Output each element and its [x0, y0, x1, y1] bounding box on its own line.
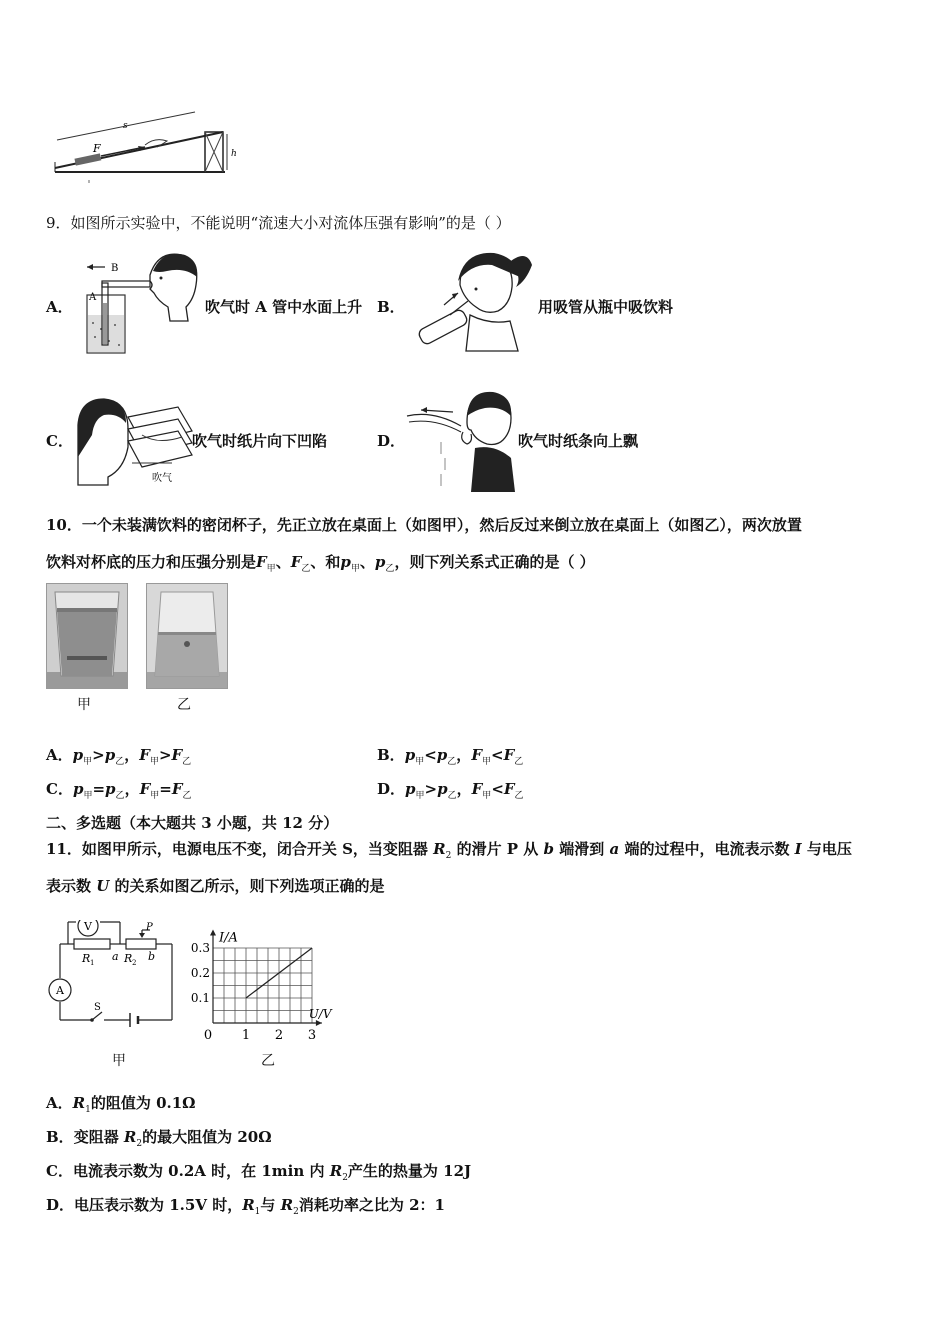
q10-option-d: D．$p_甲>p_乙$，$F_甲<F_乙$ — [377, 780, 524, 801]
q11-stem-line2: 表示数 U 的关系如图乙所示，则下列选项正确的是 — [46, 877, 385, 895]
q10-option-b: B．$p_甲<p_乙$，$F_甲<F_乙$ — [377, 746, 524, 767]
x-tick-label: 2 — [274, 1028, 284, 1043]
y-tick-label: 0.2 — [190, 966, 210, 980]
q10-stem-line1: 10．一个未装满饮料的密闭杯子，先正立放在桌面上（如图甲），然后反过来倒立放在桌面上（如图乙），两次放置 — [46, 516, 802, 534]
q9-a-label-a: A — [89, 292, 97, 303]
cup-upright-photo — [46, 583, 128, 689]
q9-option-c-figure — [72, 395, 194, 495]
q10-caption-yi: 乙 — [177, 697, 191, 713]
circuit-r2-sub: 2 — [132, 959, 137, 967]
incline-label-s: s — [123, 121, 128, 131]
circuit-b-label: b — [148, 950, 156, 963]
q10-option-a: A．$p_甲>p_乙$，$F_甲>F_乙$ — [46, 746, 192, 767]
q9-option-c-letter: C． — [46, 432, 73, 450]
q10-caption-jia: 甲 — [77, 697, 91, 713]
circuit-p-label: P — [146, 922, 153, 933]
x-tick-label: 3 — [307, 1028, 317, 1043]
q9-stem: 9．如图所示实验中，不能说明“流速大小对流体压强有影响”的是（ ） — [46, 214, 511, 232]
q9-option-d-figure — [405, 382, 520, 495]
y-axis-arrow — [210, 930, 216, 936]
circuit-r1-sub: 1 — [90, 959, 95, 967]
x-tick-label: 1 — [241, 1028, 251, 1043]
origin-label: 0 — [203, 1028, 213, 1043]
q9-option-b-letter: B． — [377, 298, 405, 316]
q11-option-d: D．电压表示数为 1.5V 时，$R_1$与 $R_2$消耗功率之比为 2：1 — [46, 1196, 445, 1217]
q9-option-d-text: 吹气时纸条向上飘 — [518, 432, 639, 450]
circuit-ammeter-label: A — [56, 984, 64, 997]
q9-option-c-text: 吹气时纸片向下凹陷 — [192, 432, 328, 450]
q9-c-label-blow: 吹气 — [152, 473, 172, 484]
q9-option-a-letter: A． — [46, 298, 73, 316]
circuit-switch-label: S — [94, 1002, 101, 1013]
circuit-a-label: a — [112, 950, 119, 963]
circuit-r1-label: R — [82, 952, 91, 965]
y-tick-label: 0.3 — [190, 941, 210, 955]
q11-option-b: B．变阻器 $R_2$的最大阻值为 20Ω — [46, 1128, 272, 1149]
x-axis-label: U/V — [308, 1007, 332, 1021]
q11-iu-chart — [188, 905, 348, 1050]
circuit-r2-label: R — [124, 952, 133, 965]
q9-option-a-text: 吹气时 A 管中水面上升 — [205, 298, 363, 316]
y-axis-label: I/A — [219, 930, 238, 946]
incline-figure — [45, 100, 240, 185]
q10-stem-line2: 饮料对杯底的压力和压强分别是$F_甲$、$F_乙$、和$p_甲$、$p_乙$，则下列关系式正确的是（ ） — [46, 553, 595, 574]
circuit-voltmeter-label: V — [84, 920, 92, 933]
q9-option-b-figure — [410, 245, 540, 360]
incline-label-h: h — [231, 149, 237, 159]
q11-caption-jia: 甲 — [112, 1053, 126, 1069]
cup-inverted-photo — [146, 583, 228, 689]
section2-title: 二、多选题（本大题共 3 小题，共 12 分） — [46, 814, 339, 832]
q10-option-c: C．$p_甲=p_乙$，$F_甲=F_乙$ — [46, 780, 192, 801]
q11-option-c: C．电流表示数为 0.2A 时，在 1min 内 $R_2$产生的热量为 12J — [46, 1162, 472, 1183]
q9-option-a-figure — [75, 245, 203, 360]
q9-option-b-text: 用吸管从瓶中吸饮料 — [538, 298, 674, 316]
y-tick-label: 0.1 — [190, 991, 210, 1005]
q11-option-a: A．$R_1$的阻值为 0.1Ω — [46, 1094, 196, 1115]
incline-label-f: F — [93, 142, 101, 155]
q9-a-label-b: B — [111, 263, 119, 274]
q9-option-d-letter: D． — [377, 432, 406, 450]
q11-circuit-diagram — [44, 920, 179, 1035]
q11-stem-line1: 11．如图甲所示，电源电压不变，闭合开关 S，当变阻器 $R_2$ 的滑片 P 从 b 端滑到 a 端的过程中，电流表示数 I 与电压 — [46, 840, 852, 861]
q11-caption-yi: 乙 — [261, 1053, 275, 1069]
